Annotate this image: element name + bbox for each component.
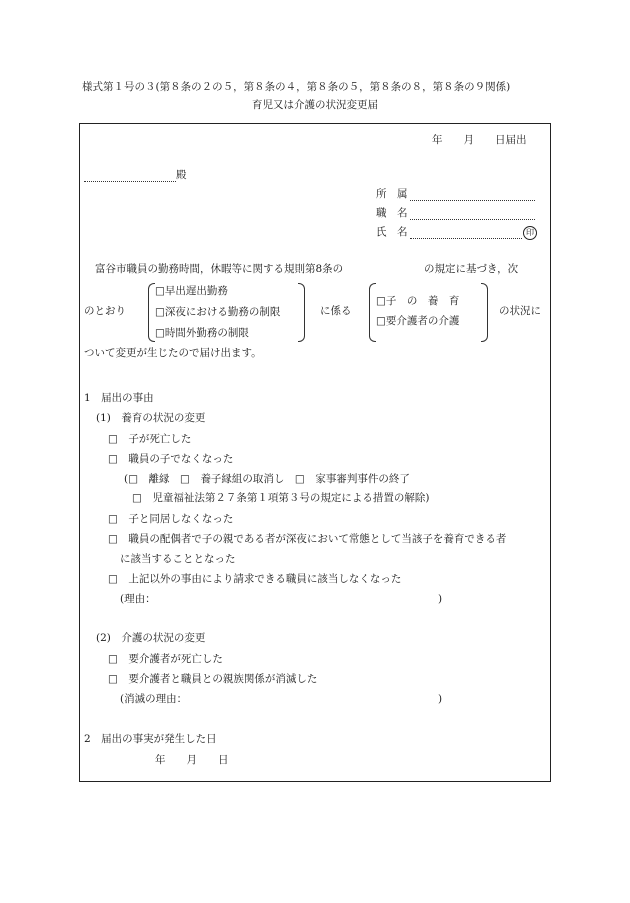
connector-text: に係る (320, 305, 352, 317)
addressee-suffix: 殿 (176, 169, 187, 181)
document-title: 育児又は介護の状況変更届 (252, 99, 378, 111)
occurrence-date[interactable]: 年 月 日 (155, 754, 229, 766)
section2-heading: 2 届出の事実が発生した日 (84, 733, 217, 745)
spouse-can-care-continued: に該当することとなった (120, 553, 236, 565)
filing-date: 年 月 日届出 (432, 134, 527, 146)
affiliation-field[interactable] (410, 200, 535, 201)
intro-line2-start: のとおり (84, 305, 126, 317)
nursing-change-heading: (2) 介護の状況の変更 (96, 632, 206, 644)
left-options-open-bracket (148, 283, 155, 342)
extinction-reason-close: ) (438, 693, 443, 705)
left-options-close-bracket (298, 283, 305, 342)
intro-line3: ついて変更が生じたので届け出ます。 (84, 347, 262, 359)
check-child-died[interactable]: □ 子が死亡した (108, 433, 192, 445)
intro-line2-end: の状況に (499, 305, 541, 317)
option-early-late[interactable]: □早出遅出勤務 (155, 285, 228, 297)
name-label: 氏 名 (376, 226, 408, 238)
check-not-living-together[interactable]: □ 子と同居しなくなった (108, 513, 234, 525)
intro-line1-end: の規定に基づき，次 (424, 263, 519, 275)
intro-line1: 富谷市職員の勤務時間，休暇等に関する規則第8条の (95, 263, 344, 275)
check-welfare-measure[interactable]: □ 児童福祉法第２７条第１項第３号の規定による措置の解除) (132, 492, 430, 504)
addressee-field[interactable] (84, 181, 176, 182)
option-family-care[interactable]: □要介護者の介護 (376, 315, 460, 327)
job-title-field[interactable] (410, 219, 535, 220)
right-options-open-bracket (369, 283, 376, 342)
reason-close: ) (438, 593, 443, 605)
section1-heading: 1 届出の事由 (84, 392, 154, 404)
name-field[interactable] (410, 238, 522, 239)
option-overtime-limit[interactable]: □時間外勤務の制限 (155, 327, 249, 339)
check-other-reason[interactable]: □ 上記以外の事由により請求できる職員に該当しなくなった (108, 573, 402, 585)
childcare-change-heading: (1) 養育の状況の変更 (96, 412, 206, 424)
right-options-close-bracket (481, 283, 488, 342)
reason-label: (理由： (120, 593, 156, 605)
option-child-care[interactable]: □子 の 養 育 (376, 295, 460, 307)
check-not-child[interactable]: □ 職員の子でなくなった (108, 453, 234, 465)
form-number: 様式第１号の３(第８条の２の５，第８条の４，第８条の５，第８条の８，第８条の９関係) (82, 81, 511, 93)
option-night-limit[interactable]: □深夜における勤務の制限 (155, 306, 281, 318)
job-title-label: 職 名 (376, 207, 408, 219)
check-spouse-can-care[interactable]: □ 職員の配偶者で子の親である者が深夜において常態として当該子を養育できる者 (108, 533, 507, 545)
check-termination-reasons[interactable]: (□ 離縁 □ 養子縁組の取消し □ 家事審判事件の終了 (124, 473, 410, 485)
check-care-recipient-died[interactable]: □ 要介護者が死亡した (108, 653, 223, 665)
extinction-reason-label: (消滅の理由： (120, 693, 188, 705)
seal-mark: 印 (523, 226, 537, 240)
check-relation-ended[interactable]: □ 要介護者と職員との親族関係が消滅した (108, 673, 318, 685)
affiliation-label: 所 属 (376, 188, 408, 200)
